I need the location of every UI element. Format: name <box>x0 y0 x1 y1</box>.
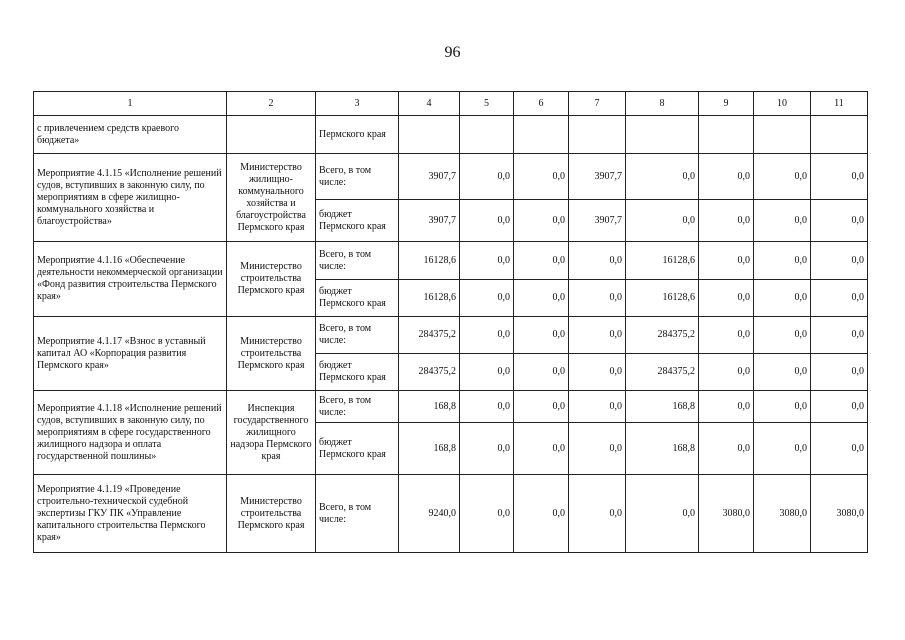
empty-cell <box>699 116 754 154</box>
value-cell: 3907,7 <box>399 154 460 200</box>
value-cell: 3080,0 <box>811 475 868 553</box>
measure-executor: Министерство строительства Пермского края <box>227 317 316 391</box>
value-cell: 0,0 <box>514 200 569 242</box>
value-cell: 284375,2 <box>399 354 460 391</box>
value-cell: 284375,2 <box>626 354 699 391</box>
value-cell: 284375,2 <box>626 317 699 354</box>
value-cell: 0,0 <box>460 391 514 423</box>
budget-table <box>33 91 868 553</box>
measure-name: Мероприятие 4.1.15 «Исполнение решений судов, вступивших в законную силу, по мероприятиям в сфере жилищно-коммунального хозяйства и благоустройства» <box>34 154 227 242</box>
value-cell: 9240,0 <box>399 475 460 553</box>
measure-name: Мероприятие 4.1.18 «Исполнение решений судов, вступивших в законную силу, по мероприятиям в сфере государственного жилищного надзора и оплата государственной пошлины» <box>34 391 227 475</box>
value-cell: 0,0 <box>811 242 868 280</box>
header-row <box>34 92 868 116</box>
value-cell: 168,8 <box>626 423 699 475</box>
value-cell: 0,0 <box>514 242 569 280</box>
funding-source: бюджет Пермского края <box>316 200 399 242</box>
value-cell: 0,0 <box>514 423 569 475</box>
value-cell: 0,0 <box>754 154 811 200</box>
measure-name: Мероприятие 4.1.17 «Взнос в уставный капитал АО «Корпорация развития Пермского края» <box>34 317 227 391</box>
value-cell: 0,0 <box>811 423 868 475</box>
header-cell-11: 11 <box>811 92 868 116</box>
value-cell: 0,0 <box>699 242 754 280</box>
value-cell: 0,0 <box>754 317 811 354</box>
value-cell: 168,8 <box>626 391 699 423</box>
funding-source: бюджет Пермского края <box>316 423 399 475</box>
funding-source: бюджет Пермского края <box>316 354 399 391</box>
value-cell: 0,0 <box>569 242 626 280</box>
header-cell-7: 7 <box>569 92 626 116</box>
value-cell: 0,0 <box>626 200 699 242</box>
continuation-executor <box>227 116 316 154</box>
header-cell-8: 8 <box>626 92 699 116</box>
value-cell: 0,0 <box>699 317 754 354</box>
measure-name: Мероприятие 4.1.16 «Обеспечение деятельности некоммерческой организации «Фонд развития строительства Пермского края» <box>34 242 227 317</box>
value-cell: 0,0 <box>514 317 569 354</box>
measure-name: Мероприятие 4.1.19 «Проведение строительно-технической судебной экспертизы ГКУ ПК «Управление капитального строительства Пермского края» <box>34 475 227 553</box>
continuation-row <box>34 116 868 154</box>
value-cell: 0,0 <box>460 280 514 317</box>
value-cell: 0,0 <box>626 475 699 553</box>
header-cell-10: 10 <box>754 92 811 116</box>
funding-source: Всего, в том числе: <box>316 475 399 553</box>
value-cell: 0,0 <box>754 200 811 242</box>
empty-cell <box>460 116 514 154</box>
measure-row-total <box>34 391 868 423</box>
value-cell: 0,0 <box>699 280 754 317</box>
value-cell: 0,0 <box>811 200 868 242</box>
empty-cell <box>811 116 868 154</box>
measure-row-total <box>34 475 868 553</box>
value-cell: 0,0 <box>460 317 514 354</box>
value-cell: 0,0 <box>514 354 569 391</box>
empty-cell <box>569 116 626 154</box>
value-cell: 0,0 <box>699 200 754 242</box>
measure-row-total <box>34 242 868 280</box>
value-cell: 0,0 <box>514 475 569 553</box>
value-cell: 284375,2 <box>399 317 460 354</box>
funding-source: Всего, в том числе: <box>316 154 399 200</box>
empty-cell <box>754 116 811 154</box>
value-cell: 0,0 <box>754 391 811 423</box>
measure-executor: Министерство строительства Пермского края <box>227 242 316 317</box>
continuation-name: с привлечением средств краевого бюджета» <box>34 116 227 154</box>
value-cell: 0,0 <box>699 423 754 475</box>
funding-source: Всего, в том числе: <box>316 391 399 423</box>
value-cell: 16128,6 <box>399 280 460 317</box>
measure-executor: Министерство жилищно-коммунального хозяйства и благоустройства Пермского края <box>227 154 316 242</box>
value-cell: 0,0 <box>514 280 569 317</box>
measure-executor: Инспекция государственного жилищного надзора Пермского края <box>227 391 316 475</box>
header-cell-3: 3 <box>316 92 399 116</box>
header-cell-2: 2 <box>227 92 316 116</box>
value-cell: 0,0 <box>569 391 626 423</box>
value-cell: 16128,6 <box>626 280 699 317</box>
value-cell: 0,0 <box>699 154 754 200</box>
header-cell-1: 1 <box>34 92 227 116</box>
value-cell: 0,0 <box>754 242 811 280</box>
empty-cell <box>626 116 699 154</box>
value-cell: 0,0 <box>460 154 514 200</box>
value-cell: 0,0 <box>754 280 811 317</box>
continuation-source: Пермского края <box>316 116 399 154</box>
value-cell: 0,0 <box>699 391 754 423</box>
value-cell: 0,0 <box>811 280 868 317</box>
measure-row-total <box>34 317 868 354</box>
value-cell: 0,0 <box>460 354 514 391</box>
value-cell: 3907,7 <box>569 200 626 242</box>
value-cell: 0,0 <box>811 317 868 354</box>
funding-source: Всего, в том числе: <box>316 242 399 280</box>
empty-cell <box>514 116 569 154</box>
value-cell: 0,0 <box>569 317 626 354</box>
value-cell: 0,0 <box>569 475 626 553</box>
value-cell: 0,0 <box>811 154 868 200</box>
value-cell: 3080,0 <box>754 475 811 553</box>
empty-cell <box>399 116 460 154</box>
value-cell: 0,0 <box>626 154 699 200</box>
value-cell: 0,0 <box>811 354 868 391</box>
header-cell-9: 9 <box>699 92 754 116</box>
value-cell: 168,8 <box>399 391 460 423</box>
value-cell: 0,0 <box>754 354 811 391</box>
value-cell: 168,8 <box>399 423 460 475</box>
header-cell-6: 6 <box>514 92 569 116</box>
value-cell: 3080,0 <box>699 475 754 553</box>
value-cell: 0,0 <box>569 423 626 475</box>
value-cell: 16128,6 <box>399 242 460 280</box>
measure-row-total <box>34 154 868 200</box>
page-number: 96 <box>444 44 461 61</box>
value-cell: 0,0 <box>514 154 569 200</box>
value-cell: 0,0 <box>811 391 868 423</box>
value-cell: 0,0 <box>460 423 514 475</box>
value-cell: 3907,7 <box>399 200 460 242</box>
header-cell-4: 4 <box>399 92 460 116</box>
value-cell: 3907,7 <box>569 154 626 200</box>
value-cell: 0,0 <box>569 354 626 391</box>
funding-source: бюджет Пермского края <box>316 280 399 317</box>
value-cell: 0,0 <box>460 242 514 280</box>
measure-executor: Министерство строительства Пермского края <box>227 475 316 553</box>
value-cell: 0,0 <box>569 280 626 317</box>
value-cell: 0,0 <box>699 354 754 391</box>
value-cell: 16128,6 <box>626 242 699 280</box>
funding-source: Всего, в том числе: <box>316 317 399 354</box>
value-cell: 0,0 <box>460 475 514 553</box>
header-cell-5: 5 <box>460 92 514 116</box>
value-cell: 0,0 <box>514 391 569 423</box>
value-cell: 0,0 <box>460 200 514 242</box>
value-cell: 0,0 <box>754 423 811 475</box>
